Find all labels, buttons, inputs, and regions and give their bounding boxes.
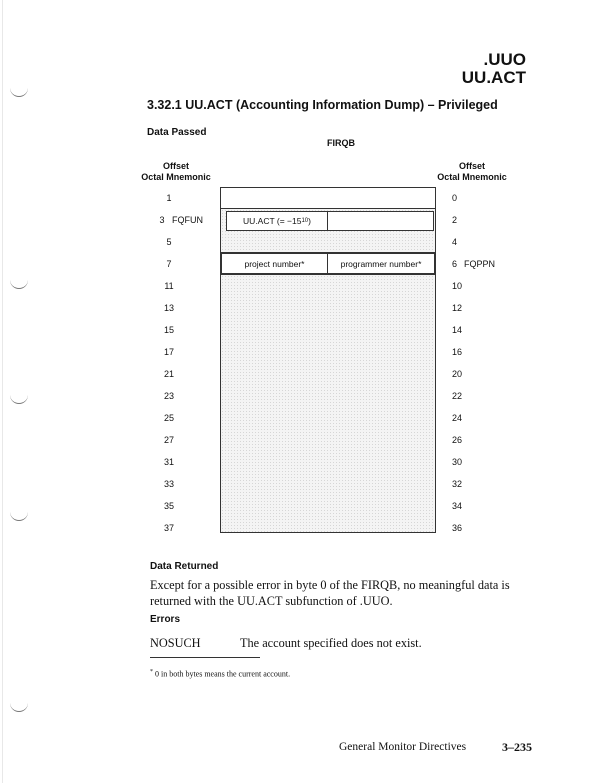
right-offset: 4	[452, 237, 458, 247]
left-offset: 17	[163, 347, 174, 357]
programmer-number-cell: programmer number*	[327, 253, 435, 274]
error-code: NOSUCH	[150, 636, 201, 650]
right-offset: 34	[452, 501, 463, 511]
left-offset: 31	[163, 457, 174, 467]
section-title: UU.ACT (Accounting Information Dump) – Privileged	[185, 98, 498, 112]
right-offset: 10	[452, 281, 463, 291]
left-offset: 21	[163, 369, 174, 379]
left-offset: 23	[163, 391, 174, 401]
section-number: 3.32.1	[147, 98, 182, 112]
right-offset: 16	[452, 347, 463, 357]
firqb-diagram	[220, 187, 436, 533]
running-header-uuact: UU.ACT	[461, 68, 526, 87]
left-mnemonic: FQFUN	[172, 215, 203, 225]
right-offset: 6	[452, 259, 458, 269]
right-mnemonic: FQPPN	[464, 259, 496, 269]
running-header-uuo: .UUO	[483, 50, 526, 69]
margin-mark	[10, 88, 28, 97]
footer-chapter-title: General Monitor Directives	[339, 741, 467, 753]
margin-mark	[10, 512, 28, 521]
footnote-rule	[150, 657, 260, 658]
uu-act-code-cell	[226, 211, 328, 231]
left-header-octal-mnemonic: Octal Mnemonic	[141, 172, 211, 182]
right-offset: 32	[452, 479, 463, 489]
left-offset: 33	[163, 479, 174, 489]
left-offset: 27	[163, 435, 174, 445]
right-offset: 14	[452, 325, 463, 335]
right-offset: 2	[452, 215, 458, 225]
diagram-title: FIRQB	[327, 138, 355, 148]
right-header-octal-mnemonic: Octal Mnemonic	[437, 172, 507, 182]
footnote-text: 0 in both bytes means the current account.	[155, 669, 291, 679]
data-returned-text: Except for a possible error in byte 0 of the FIRQB, no meaningful data is returned with the UU.ACT subfunction of .UUO.	[150, 578, 510, 608]
margin-mark	[10, 395, 28, 404]
uu-act-code-text: UU.ACT (= −15	[243, 216, 302, 226]
project-number-cell: project number*	[221, 253, 328, 274]
right-offset: 24	[452, 413, 463, 423]
uu-act-code-suffix: )	[308, 216, 311, 226]
word-0-cell	[221, 188, 435, 208]
footnote-marker: *	[150, 669, 153, 675]
byte-2-cell	[327, 211, 434, 231]
left-offset: 3	[159, 215, 165, 225]
right-offset: 30	[452, 457, 463, 467]
left-header-offset: Offset	[162, 161, 189, 171]
left-offset: 25	[163, 413, 174, 423]
left-column-header	[136, 161, 216, 183]
right-offset: 0	[452, 193, 458, 203]
error-description: The account specified does not exist.	[240, 636, 422, 650]
left-offset: 37	[163, 523, 174, 533]
right-offset: 22	[452, 391, 463, 401]
errors-heading: Errors	[150, 614, 181, 625]
right-offset: 26	[452, 435, 463, 445]
left-offset: 15	[163, 325, 174, 335]
footnote	[150, 669, 290, 679]
data-returned-heading: Data Returned	[150, 561, 219, 572]
margin-mark	[10, 703, 28, 712]
data-passed-heading: Data Passed	[147, 127, 207, 138]
row-divider	[220, 208, 436, 209]
right-offset: 12	[452, 303, 463, 313]
right-offset: 36	[452, 523, 463, 533]
left-offset: 13	[163, 303, 174, 313]
page-number: 3–235	[502, 740, 532, 754]
margin-mark	[10, 280, 28, 289]
left-offset: 7	[166, 259, 172, 269]
page-edge	[2, 0, 3, 783]
left-offset: 1	[166, 193, 172, 203]
right-column-header	[432, 161, 512, 183]
left-offset: 11	[164, 281, 174, 291]
left-offset: 5	[166, 237, 172, 247]
uu-act-code-radix: 10	[301, 218, 309, 224]
section-heading	[147, 98, 498, 112]
right-header-offset: Offset	[458, 161, 485, 171]
left-offset: 35	[163, 501, 174, 511]
row-divider	[220, 274, 436, 275]
right-offset: 20	[452, 369, 463, 379]
